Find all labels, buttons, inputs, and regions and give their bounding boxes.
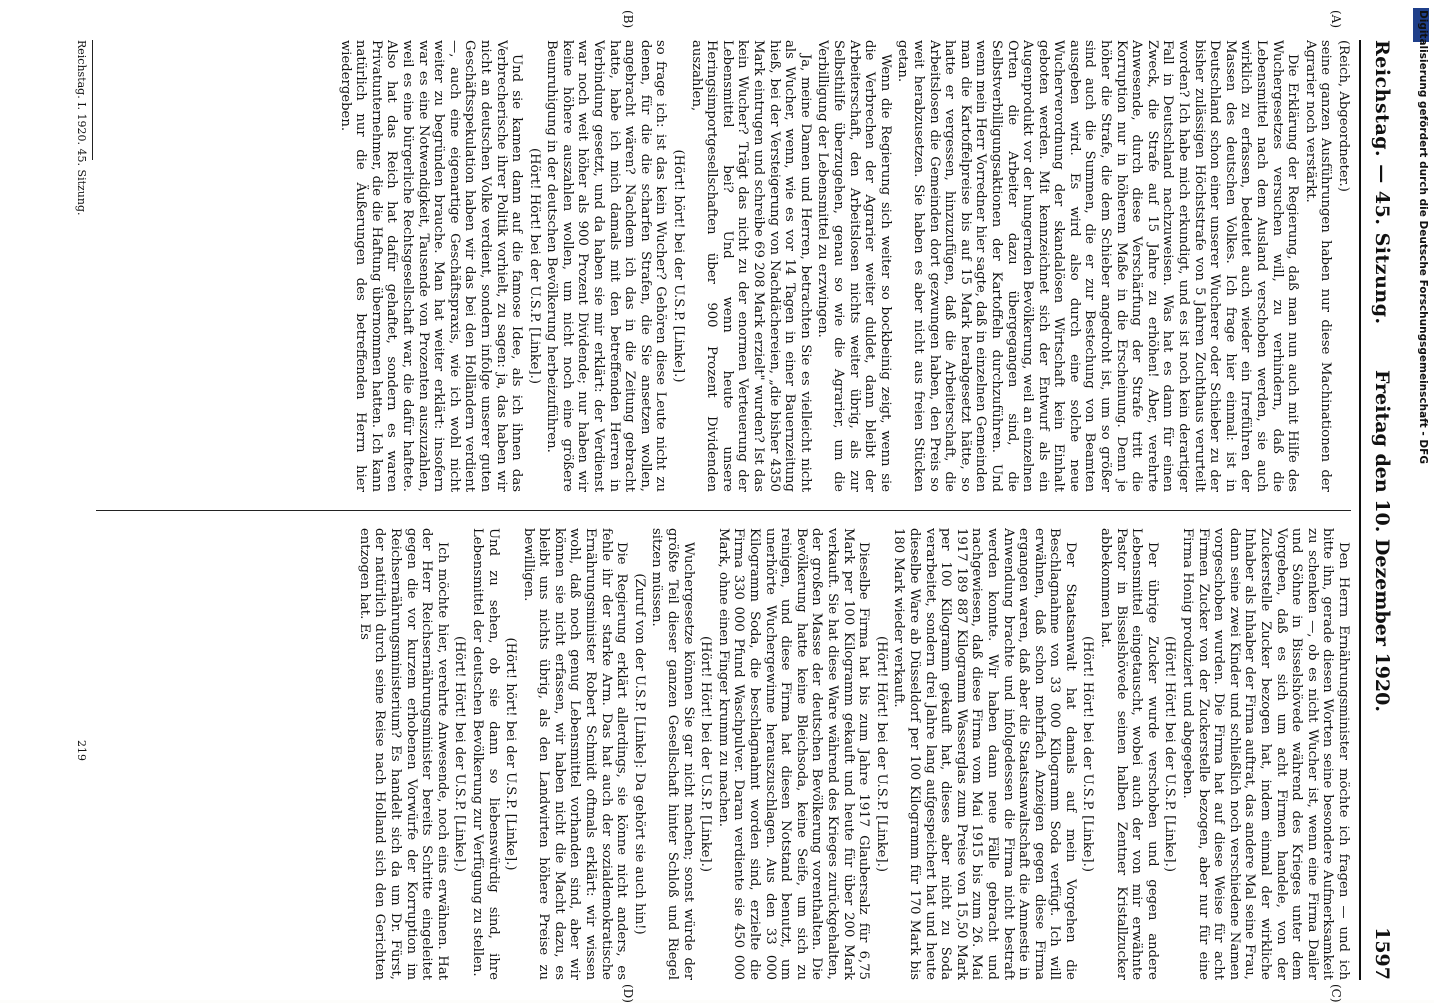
paragraph: seine ganzen Ausführungen haben nur diese Machinationen der Agrarier noch verstärkt. <box>1302 40 1334 492</box>
header-page-number: 1597 <box>1371 927 1393 980</box>
interjection: (Hört! Hört! bei der U.S.P. [Linke].) <box>873 636 889 872</box>
paragraph: Ich möchte hier, verehrte Anwesende, noch eins erwähnen. Hat der Herr Reichsernährungsminister bereits Schritte eingeleitet gegen die vor kurzem erhobenen Vorwürfe der Korruption im Reichsernährungsministerium? Es handelt sich da um Dr. Fürst, der natürlich durch seine Reise nach Holland sich den Gerichten entzogen hat. Es <box>356 528 450 980</box>
margin-marker-d: (D) <box>621 984 635 1003</box>
margin-marker-a: (A) <box>1329 10 1343 29</box>
paragraph: Den Herrn Ernährungsminister möchte ich fragen — und ich bitte ihn, gerade diesen Worten seine besondere Aufmerksamkeit zu schenken —, ob es nicht Wucher ist, wenn eine Firma Dailer und Söhne in Bisselshövede während des Krieges unter dem Vorgeben, daß es sich um acht Firmen handele, von der Zuckerstelle Zucker bezogen hat, indem einmal der wirkliche Inhaber als Inhaber der Firma auftrat, das andere Mal seine Frau, dann seine zwei Kinder und schließlich noch verschiedene Namen vorgeschoben wurden. Die Firma hat auf diese Weise für acht Firmen Zucker von der Zuckerstelle bezogen, aber nur für eine Firma Honig produziert und abgegeben. <box>1180 528 1351 980</box>
paragraph: Und zu sehen, ob sie dann so liebenswürdig sind, ihre Lebensmittel der deutschen Bevölkerung zur Verfügung zu stellen. <box>469 528 501 980</box>
paragraph: Wenn die Regierung sich weiter so bockbeinig zeigt, wenn sie die Verbrechen der Agrarier weiter duldet, dann bleibt der Arbeiterschaft, den Arbeitslosen nichts weiter übrig, als zur Selbsthilfe überzugehen, genau so wie die Agrarier, um die Verbilligung der Lebensmittel zu erzwingen. <box>815 40 893 492</box>
document-page <box>50 10 1395 1003</box>
paragraph: so frage ich: ist das kein Wucher? Gehören diese Leute nicht zu denen, für die die scharfen Strafen, die Sie ansetzen wollen, angebracht wären? Nachdem ich das in die Zeitung gebracht hatte, habe ich mich damals mit den betreffenden Herren in Verbindung gesetzt, und da haben sie mir erklärt: der Verdienst war noch weit höher als 900 Prozent Dividende; nur haben wir keine höhere auszahlen wollen, um nicht noch eine größere Beunruhigung in der deutschen Bevölkerung herbeizuführen. <box>544 40 669 492</box>
footnote-rule <box>92 40 93 160</box>
interjection: (Hört! Hört! bei der U.S.P. [Linke].) <box>526 148 542 384</box>
interjection: (Hört! hört! bei der U.S.P. [Linke].) <box>671 149 687 383</box>
digitisation-text: Digitalisierung gefördert durch die Deutsche Forschungsgemeinschaft - DFG <box>1417 10 1429 464</box>
header-date: Freitag den 10. Dezember 1920. <box>1371 370 1393 712</box>
paragraph: Die Regierung erklärt allerdings, sie könne nicht anders, es fehle ihr der starke Arm. Das hat auch der sozialdemokratische Ernährungsminister Robert Schmidt oftmals erklärt: wir wissen wohl, daß noch genug Lebensmittel vorhanden sind, aber wir können sie nicht erfassen, wir haben nicht die Macht dazu, es bleibt uns nichts übrig, als den Landwirten höhere Preise zu bewilligen. <box>520 528 630 980</box>
paragraph: Dieselbe Firma hat bis zum Jahre 1917 Glaubersalz für 6,75 Mark per 100 Kilogramm gekauft und heute für über 200 Mark verkauft. Sie hat diese Ware während des Krieges zurückgehalten, der großen Masse der deutschen Bevölkerung vorenthalten. Die Bevölkerung hatte keine Bleichsoda, keine Seife, um sich zu reinigen, und diese Firma hat diesen Notstand benutzt, um unerhörte Wuchergewinne herauszuschlagen. Aus den 33 000 Kilogramm Soda, die beschlagnahmt worden sind, erzielte die Firma 330 000 Pfund Waschpulver. Daran verdiente sie 450 000 Mark, ohne einen Finger krumm zu machen. <box>715 528 872 980</box>
interjection: (Hört! Hört! bei der U.S.P. [Linke].) <box>1080 636 1096 872</box>
margin-marker-c: (C) <box>1329 984 1343 1003</box>
header-session: Reichstag. — 45. Sitzung. <box>1371 40 1393 325</box>
paragraph: Ja, meine Damen und Herren, betrachten Sie es vielleicht nicht als Wucher, wenn, wie es vor 14 Tagen in einer Bauernzeitung hieß, bei der Versteigerung von Nachdächereien, „die bisher 4350 Mark eintrugen und schreibe 69 208 Mark erzielt" wurden? Ist das kein Wucher? Trägt das nicht zu der enormen Verteuerung der Lebensmittel bei? Und wenn heute unsere Heringsimportgesellschaften über 900 Prozent Dividenden auszahlen, <box>688 40 813 492</box>
paragraph: Wuchergesetze können Sie gar nicht machen; sonst würde der größte Teil dieser ganzen Gesellschaft hinter Schloß und Riegel sitzen müssen. <box>649 528 696 980</box>
footer-signature: Reichstag. I. 1920. 45. Sitzung. <box>75 40 88 216</box>
interjection: (Hört! Hört! bei der U.S.P. [Linke].) <box>452 636 468 872</box>
paragraph: Der übrige Zucker wurde verschoben und gegen andere Lebensmittel eingetauscht, wobei auch der von mir erwähnte Pastor in Bisselshövede seinen halben Zentner Kristallzucker abbekommen hat. <box>1098 528 1160 980</box>
paragraph: Und sie kamen dann auf die famose Idee, als ich ihnen das Verbrecherische ihrer Politik vorhielt, zu sagen: ja, das haben wir nicht an deutschen Volke verdient, sondern infolge unserer guten Geschäftsspekulation haben wir das bei den Holländern verdient —, auch eine eigenartige Geschäftspraxis, wie ich wohl nicht weiter zu begründen brauche. Man hat weiter erklärt: insofern war es eine Notwendigkeit, Tausende von Prozenten auszuzahlen, weil es eine bürgerliche Rechtsgesellschaft war, die dafür haftete. Also hat das Reich hat dafür gehaftet, sondern es waren Privatunternehmer, die die Haftung übernommen hatten. Ich kann natürlich nur die Äußerungen des betreffenden Herrn hier wiedergeben. <box>337 40 525 492</box>
text-body <box>96 40 1351 980</box>
interjection: (Hört! Hört! bei der U.S.P. [Linke].) <box>698 636 714 872</box>
page-header <box>1359 40 1395 980</box>
interjection: (Hört! hört! bei der U.S.P. [Linke].) <box>503 637 519 871</box>
interjection: (Zuruf von der U.S.P. [Linke]: Da gehört sie auch hin!) <box>631 573 647 935</box>
interjection: (Hört! Hört! bei der U.S.P. [Linke].) <box>1162 636 1178 872</box>
footer-sheet-number: 219 <box>75 740 88 761</box>
margin-marker-b: (B) <box>621 10 635 29</box>
column-divider <box>96 510 1351 511</box>
left-column <box>96 40 1351 492</box>
digitisation-note <box>1413 10 1431 720</box>
paragraph: Die Erklärung der Regierung, daß man nun auch mit Hilfe des Wuchergesetzes versuchen will, zu verhindern, daß die Lebensmittel nach dem Ausland verschoben werden, sie auch wirklich zu erfassen, bedeutet auch wieder ein Irreführen der Massen des deutschen Volkes. Ich frage hier einmal: ist in Deutschland schon einer unserer Wucherer oder Schieber zu der bisher zulässigen Höchststrafe von 5 Jahren Zuchthaus verurteilt worden? Ich habe mich erkundigt, und es ist noch kein derartiger Fall in Deutschland nachzuweisen. Was hat es dann für einen Zweck, die Strafe auf 15 Jahre zu erhöhen! Aber, verehrte Anwesende, durch diese Verschärfung der Strafe tritt die Korruption nur in höherem Maße in die Erscheinung. Denn je höher die Strafe, die dem Schieber angedroht ist, um so größer sind auch die Summen, die er zur Bestechung von Beamten ausgeben wird. Es wird also durch eine solche neue Wucherverordnung der skandalösen Wirtschaft kein Einhalt geboten werden. Mit kennzeichnet sich der Entwurf als ein Augenprodukt vor der hungernden Bevölkerung, weil an einzelnen Orten die Arbeiter dazu übergegangen sind, die Selbstverbilligungsaktionen der Kartoffeln durchzuführen. Und wenn mein Herr Vorredner hier sagte, daß in einzelnen Gemeinden man die Kartoffelpreise bis auf 15 Mark herabgesetzt hätte, so hatte er vergessen, hinzuzufügen, daß die Arbeiterschaft, die Arbeitslosen die Gemeinden dort gezwungen haben, den Preis so weit herabzusetzen. Sie haben es aber nicht aus freien Stücken getan. <box>895 40 1301 492</box>
speaker-note: (Reich, Abgeordneter.) <box>1336 40 1351 192</box>
paragraph: Der Staatsanwalt hat damals auf mein Vorgehen die Beschlagnahme von 33 000 Kilogramm Soda verfügt. Ich will erwähnen, daß schon mehrfach Anzeigen gegen diese Firma ergangen waren, daß aber die Staatsanwaltschaft die Amnestie in Anwendung brachte und infolgedessen die Firma nicht bestraft werden konnte. Wir haben dann neue Fälle gebracht und nachgewiesen, daß diese Firma vom Mai 1915 bis zum 26. Mai 1917 189 887 Kilogramm Wasserglas zum Preise von 15,50 Mark per 100 Kilogramm gekauft hat, dieses aber nicht zu Soda verarbeitet, sondern drei Jahre lang aufgespeichert hat und heute dieselbe Ware ab Düsseldorf per 100 Kilogramm für 170 Mark bis 180 Mark wieder verkauft. <box>891 528 1078 980</box>
right-column <box>96 528 1351 980</box>
